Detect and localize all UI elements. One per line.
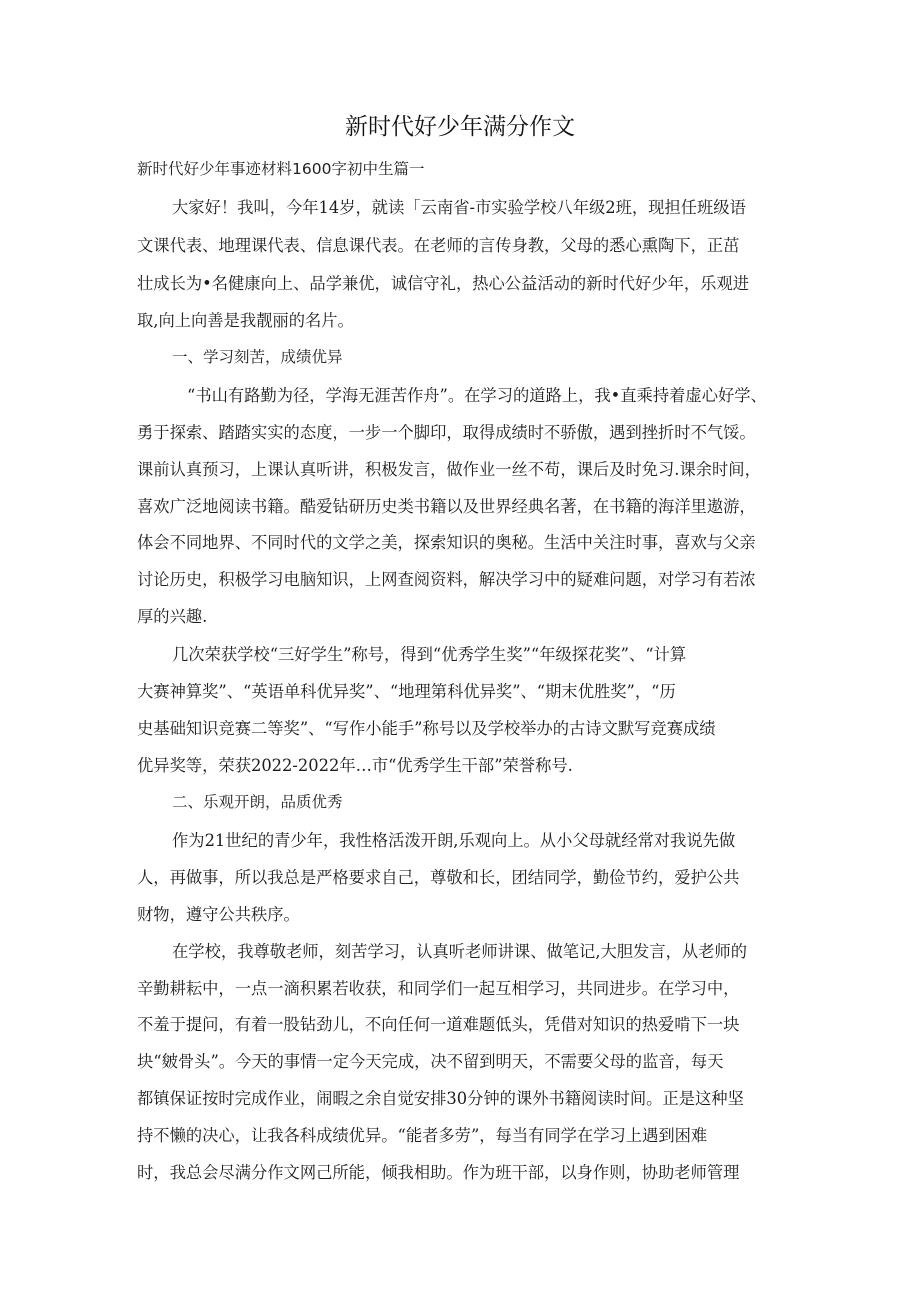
paragraph-line: 文课代表、地理课代表、信息课代表。在老师的言传身教，父母的悉心熏陶下，正茁 (137, 236, 740, 255)
paragraph-line: 讨论历史，积极学习电脑知识，上网查阅资料，解决学习中的疑难问题，对学习有若浓 (137, 570, 756, 589)
paragraph-line: 厚的兴趣. (137, 607, 208, 626)
paragraph-line: 大家好！我叫，今年14岁，就读「云南省-市实验学校八年级2班，现担任班级语 (172, 198, 746, 217)
paragraph-line: 壮成长为•名健康向上、品学兼优，诚信守礼，热心公益活动的新时代好少年，乐观进 (137, 274, 750, 293)
document-title: 新时代好少年满分作文 (345, 114, 575, 140)
paragraph-line: 大赛神算奖”、“英语单科优异奖”、“地理第科优异奖”、“期末优胜奖”，“历 (137, 682, 676, 701)
paragraph-line: 块“皴骨头”。今天的事情一定今天完成，决不留到明天，不需要父母的监音，每天 (137, 1052, 724, 1071)
paragraph-line: 财物，遵守公共秩序。 (137, 905, 300, 924)
paragraph-line: 持不懒的决心，让我各科成绩优异。“能者多劳”，每当有同学在学习上遇到困难 (137, 1126, 708, 1145)
section-heading: 一、学习刻苦，成绩优异 (172, 348, 343, 366)
paragraph-line: 时，我总会尽满分作文网己所能，倾我相助。作为班干部，以身作则，协助老师管理 (137, 1163, 740, 1182)
paragraph-line: 辛勤耕耘中，一点一滴积累若收获，和同学们一起互相学习，共同进步。在学习中， (137, 979, 740, 998)
paragraph-line: 取,向上向善是我靓丽的名片。 (137, 311, 354, 330)
paragraph-line: 优异奖等，荣获2022-2022年…市“优秀学生干部”荣誉称号. (137, 756, 573, 775)
paragraph-line: 在学校，我尊敬老师，刻苦学习，认真听老师讲课、做笔记,大胆发言，从老师的 (172, 942, 748, 961)
section-heading: 二、乐观开朗，品质优秀 (172, 793, 343, 811)
paragraph-line: 体会不同地界、不同时代的文学之美，探索知识的奥秘。生活中关注时事，喜欢与父亲 (137, 533, 756, 552)
document-subtitle: 新时代好少年事迹材料1600字初中生篇一 (137, 160, 425, 178)
paragraph-line: 喜欢广泛地阅读书籍。酷爱钻研历史类书籍以及世界经典名著，在书籍的海洋里遨游， (137, 497, 756, 516)
paragraph-line: “书山有路勤为径，学海无涯苦作舟”。在学习的道路上，我•直乘持着虚心好学、 (187, 386, 767, 405)
paragraph-line: 几次荣获学校“三好学生”称号，得到“优秀学生奖”“年级探花奖”、“计算 (172, 645, 687, 664)
paragraph-line: 史基础知识竞赛二等奖”、“写作小能手”称号以及学校举办的古诗文默写竞赛成绩 (137, 719, 716, 738)
paragraph-line: 都镇保证按时完成作业，闹暇之余自觉安排30分钟的课外书籍阅读时间。正是这种坚 (137, 1089, 744, 1108)
paragraph-line: 人，再做事，所以我总是严格要求自己，尊敬和长，团结同学，勤俭节约，爱护公共 (137, 868, 740, 887)
paragraph-line: 不羞于提问，有着一股钻劲儿，不向任何一道难题低头，凭借对知识的热爱啃下一块 (137, 1015, 740, 1034)
paragraph-line: 课前认真预习，上课认真听讲，积极发言，做作业一丝不苟，课后及时免习.课余时间， (137, 460, 761, 479)
paragraph-line: 作为21世纪的青少年，我性格活泼开朗,乐观向上。从小父母就经常对我说先做 (172, 831, 736, 850)
paragraph-line: 勇于探索、踏踏实实的态度，一步一个脚印，取得成绩时不骄傲，遇到挫折时不气馁。 (137, 423, 756, 442)
